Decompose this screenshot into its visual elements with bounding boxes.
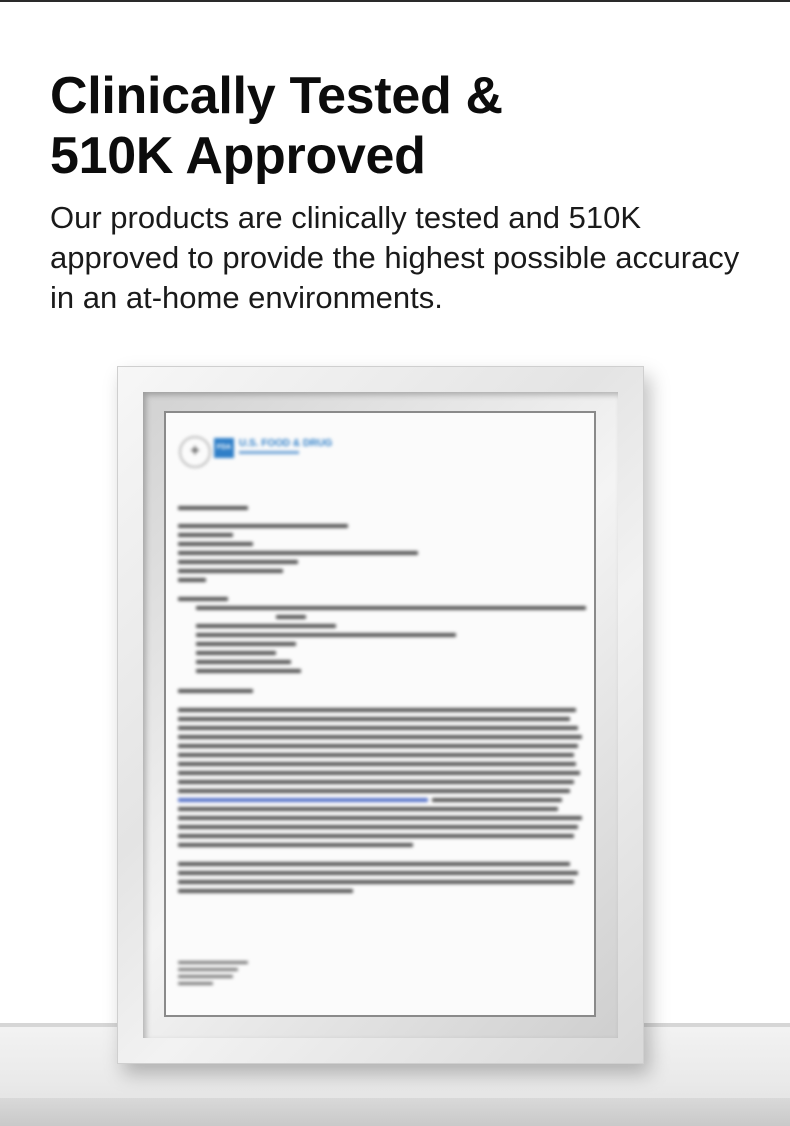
fda-agency-name: U.S. FOOD & DRUG [239, 438, 333, 449]
document-text-line [178, 771, 580, 775]
fda-certificate-document [164, 411, 596, 1017]
document-text-line [178, 542, 253, 546]
document-text-line [178, 862, 570, 866]
document-text-line [178, 708, 576, 712]
document-text-line [178, 880, 574, 884]
title-line-1: Clinically Tested & [50, 67, 503, 125]
title-line-2: 510K Approved [50, 127, 426, 185]
document-text-line [196, 669, 301, 673]
document-footer-line [178, 961, 248, 964]
document-text-line [432, 798, 562, 802]
document-text-line [196, 606, 586, 610]
document-text-line [178, 689, 253, 693]
page-title [50, 66, 750, 186]
document-footer-line [178, 968, 238, 971]
document-text-line [178, 780, 574, 784]
document-text-line [178, 506, 248, 510]
document-text-line [196, 660, 291, 664]
document-text-line [196, 624, 336, 628]
document-footer-link [178, 982, 213, 985]
document-text-line [178, 816, 582, 820]
top-divider [0, 0, 790, 2]
document-text-line [178, 597, 228, 601]
hhs-eagle-icon: ✦ [179, 436, 211, 468]
document-text-line [196, 651, 276, 655]
document-text-line [178, 834, 574, 838]
document-text-line [196, 642, 296, 646]
document-text-line [178, 735, 582, 739]
document-text-line [178, 744, 578, 748]
document-text-line [178, 551, 418, 555]
document-text-line [178, 889, 353, 893]
fda-agency-subline [239, 451, 299, 454]
document-text-line [196, 633, 456, 637]
document-text-line [178, 871, 578, 875]
document-text-line [178, 762, 576, 766]
document-text-line [178, 726, 578, 730]
document-text-line [178, 753, 574, 757]
document-text-line [178, 717, 570, 721]
page-subtitle: Our products are clinically tested and 510K approved to provide the highest possible accuracy in an at-home environments. [50, 200, 740, 315]
document-text-line [178, 533, 233, 537]
document-text-line [178, 569, 283, 573]
document-link-line [178, 798, 428, 802]
document-text-line [178, 789, 570, 793]
document-text-line [178, 825, 578, 829]
fda-logo-icon: FDA [214, 438, 234, 458]
document-text-line [178, 843, 413, 847]
shelf-bottom [0, 1098, 790, 1126]
document-footer-line [178, 975, 233, 978]
document-text-line [178, 524, 348, 528]
document-text-line [178, 807, 558, 811]
document-text-line [178, 578, 206, 582]
document-text-line [276, 615, 306, 619]
hero-section [50, 66, 750, 318]
document-text-line [178, 560, 298, 564]
